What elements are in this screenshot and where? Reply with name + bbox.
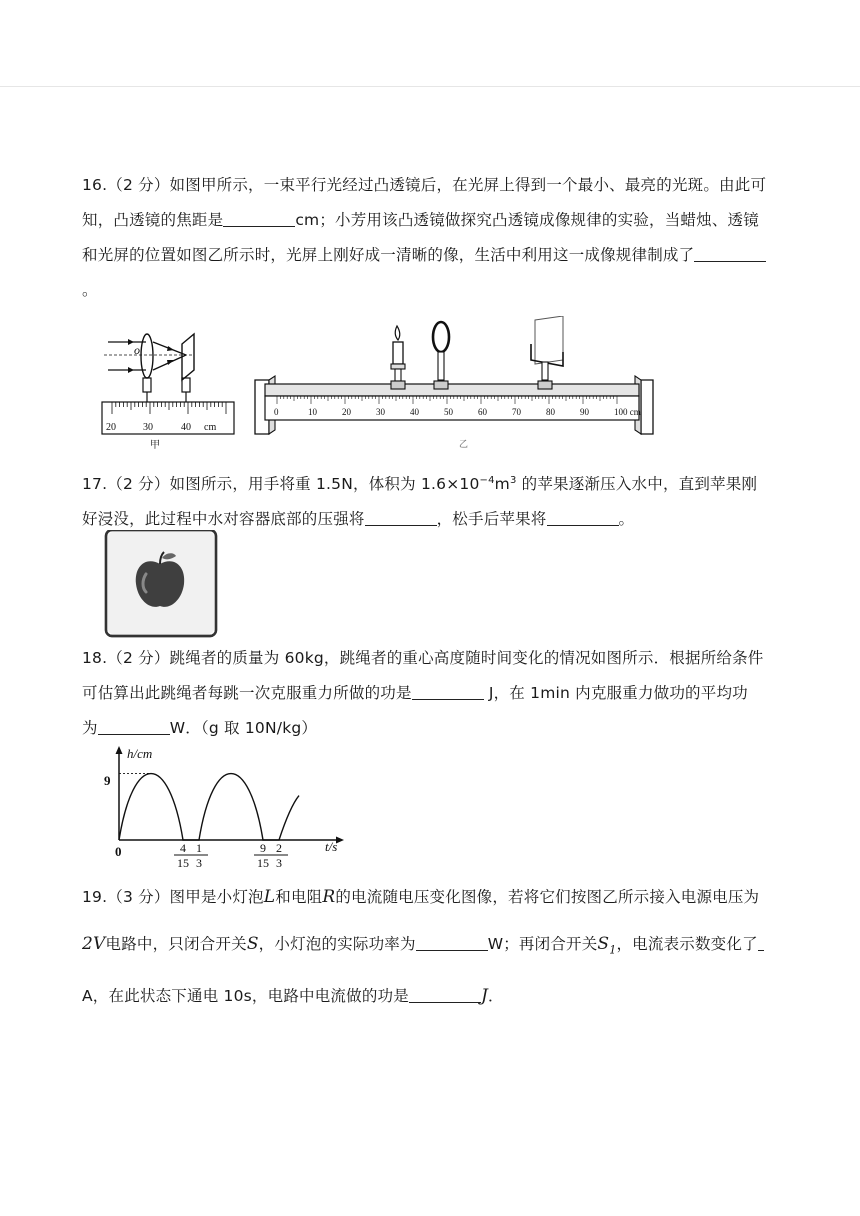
q17-text: 。 <box>618 510 635 529</box>
math-symbol: J <box>480 986 488 1007</box>
q18-text: J，在 1min 内克服重力做功的平均功 <box>483 684 748 702</box>
q18-text: 为 <box>82 719 98 737</box>
q18-line-1: 18.（2 分）跳绳者的质量为 60kg，跳绳者的重心高度随时间变化的情况如图所示．根据所给条件 <box>82 649 764 667</box>
bench-tick-label: 10 <box>308 407 317 417</box>
q17-text: 的苹果逐渐压入水中，直到苹果刚 <box>516 475 758 494</box>
y-tick-label: 9 <box>104 773 111 788</box>
exponent: 3 <box>509 475 517 486</box>
q19-text: ，电流表示数变化了 <box>616 935 758 953</box>
q16-line-2 <box>82 203 782 238</box>
bench-tick-label: 90 <box>580 407 589 417</box>
figure-caption: 甲 <box>150 440 160 451</box>
ruler-unit: cm <box>204 422 217 433</box>
figure-yi-optical-bench <box>245 316 665 448</box>
math-symbol <box>597 934 617 957</box>
x-tick-denominator: 3 <box>276 856 283 870</box>
candle <box>391 326 405 389</box>
x-tick-denominator: 3 <box>195 856 202 870</box>
q17-text: ，松手后苹果将 <box>436 510 547 529</box>
q19-text: ． <box>487 987 504 1006</box>
ruler-tick-label: 20 <box>106 422 116 433</box>
bench-tick-label: 100 cm <box>614 407 641 417</box>
answer-blank[interactable] <box>416 932 488 951</box>
x-tick-denominator: 15 <box>177 856 190 870</box>
bench-rail <box>265 384 639 396</box>
q16-text: cm；小芳用该凸透镜做探究凸透镜成像规律的实验，当蜡烛、透镜 <box>295 211 759 229</box>
question-19 <box>82 874 782 1020</box>
q19-text: ，小灯泡的实际功率为 <box>258 935 416 953</box>
q16-text: 知，凸透镜的焦距是 <box>82 211 224 229</box>
figure-jia-lens-diagram <box>100 322 240 452</box>
answer-blank[interactable] <box>694 243 766 262</box>
lens-label: o <box>134 343 140 357</box>
q17-text: m <box>494 475 510 494</box>
answer-blank[interactable] <box>223 208 295 227</box>
math-symbol: 2V <box>82 934 106 954</box>
q18-text: 可估算出此跳绳者每跳一次克服重力所做的功是 <box>82 684 412 702</box>
x-tick-numerator: 1 <box>195 841 202 855</box>
q17-text: 好浸没，此过程中水对容器底部的压强将 <box>82 510 365 529</box>
q19-text: W；再闭合开关 <box>487 935 598 953</box>
answer-blank[interactable] <box>409 984 481 1003</box>
math-symbol: S <box>246 934 259 954</box>
q17-text: 17.（2 分）如图所示，用手将重 1.5N，体积为 1.6×10 <box>82 475 480 494</box>
math-symbol-base: S <box>597 934 610 954</box>
q19-line-1 <box>82 874 782 921</box>
figure-apple-container <box>102 530 220 640</box>
x-tick-denominator: 15 <box>257 856 269 870</box>
math-subscript: 1 <box>609 943 617 957</box>
question-18 <box>82 641 782 746</box>
header-divider <box>0 86 860 87</box>
screen-holder <box>531 316 563 389</box>
exponent: −4 <box>479 475 495 486</box>
answer-blank[interactable] <box>412 681 484 700</box>
question-17 <box>82 463 782 537</box>
answer-blank[interactable] <box>758 932 764 951</box>
y-axis-label: h/cm <box>127 746 153 761</box>
ruler-tick-label: 30 <box>143 422 153 433</box>
q16-text: 和光屏的位置如图乙所示时，光屏上刚好成一清晰的像，生活中利用这一成像规律制成了 <box>82 246 695 264</box>
jump-height-curve <box>119 774 299 840</box>
light-screen <box>182 334 194 380</box>
x-tick-numerator: 4 <box>180 841 187 855</box>
x-axis-label: t/s <box>325 839 338 854</box>
x-tick-numerator: 9 <box>260 841 266 855</box>
answer-blank[interactable] <box>547 507 619 526</box>
bench-tick-label: 80 <box>546 407 555 417</box>
x-tick-label: 0 <box>115 844 122 859</box>
x-tick-numerator: 2 <box>276 841 283 855</box>
q19-text: 电路中，只闭合开关 <box>105 935 247 953</box>
math-symbol: L <box>263 887 276 907</box>
q19-line-3 <box>82 973 782 1020</box>
q19-text: 的电流随电压变化图像，若将它们按图乙所示接入电源电压为 <box>335 888 760 906</box>
math-symbol: R <box>322 887 336 907</box>
q18-line-3 <box>82 711 782 746</box>
q17-line-1 <box>82 463 782 502</box>
bench-tick-label: 0 <box>274 407 279 417</box>
q16-line-1: 16.（2 分）如图甲所示，一束平行光经过凸透镜后，在光屏上得到一个最小、最亮的光斑。由此可 <box>82 176 767 194</box>
q16-line-3 <box>82 238 782 273</box>
q19-line-2 <box>82 921 782 973</box>
bench-tick-label: 70 <box>512 407 521 417</box>
q18-line-2 <box>82 676 782 711</box>
q19-text: A，在此状态下通电 10s，电路中电流做的功是 <box>82 987 409 1006</box>
q19-text: 19.（3 分）图甲是小灯泡 <box>82 888 264 906</box>
convex-lens <box>141 334 153 378</box>
ruler-tick-label: 40 <box>181 422 191 433</box>
question-16 <box>82 168 782 308</box>
bench-tick-label: 20 <box>342 407 351 417</box>
bench-tick-label: 60 <box>478 407 487 417</box>
q16-line-4: 。 <box>82 281 98 299</box>
q19-text: 和电阻 <box>275 888 323 906</box>
figure-caption: 乙 <box>459 439 469 448</box>
answer-blank[interactable] <box>365 507 437 526</box>
q18-text: W．（g 取 10N/kg） <box>169 719 318 737</box>
height-time-chart <box>92 744 362 872</box>
bench-tick-label: 30 <box>376 407 385 417</box>
answer-blank[interactable] <box>98 716 170 735</box>
lens-holder <box>433 322 449 389</box>
bench-tick-label: 50 <box>444 407 453 417</box>
bench-tick-label: 40 <box>410 407 419 417</box>
